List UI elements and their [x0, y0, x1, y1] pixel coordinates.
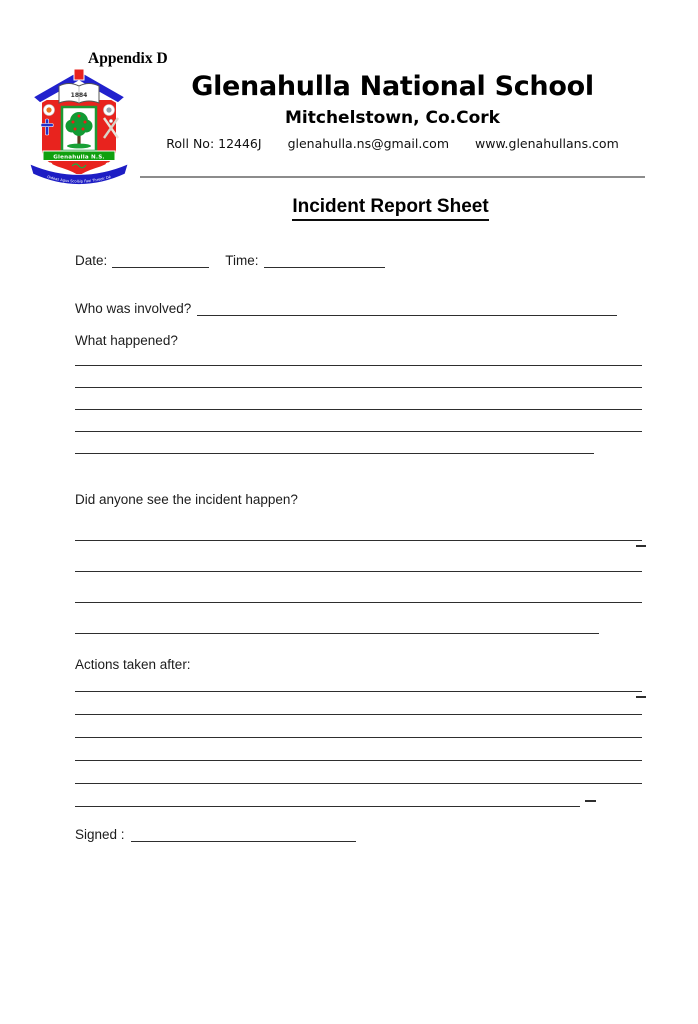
time-write-in-line: [264, 251, 385, 268]
roll-number: Roll No: 12446J: [166, 135, 262, 151]
left-medallion-glyph: [46, 107, 51, 112]
left-rivet: [47, 162, 52, 167]
write-in-line: [75, 715, 642, 738]
write-in-line: [75, 388, 642, 410]
form-body: [75, 192, 642, 842]
what-happened-label: What happened?: [75, 333, 178, 348]
who-involved-write-in-line: [197, 299, 617, 316]
chimney-shape: [74, 69, 84, 80]
who-involved-label: Who was involved?: [75, 301, 192, 316]
signed-label: Signed :: [75, 827, 125, 842]
write-in-line: [75, 603, 599, 634]
write-in-line: [75, 669, 642, 692]
witness-label: Did anyone see the incident happen?: [75, 492, 298, 507]
crest-graphic: [26, 66, 132, 192]
write-in-line: [75, 692, 642, 715]
write-in-line: [75, 761, 642, 784]
date-write-in-line: [112, 251, 209, 268]
actions-taken-lines: [75, 669, 642, 807]
header-divider: [140, 176, 645, 178]
who-involved-row: [75, 299, 642, 316]
write-in-line: [75, 510, 642, 541]
signed-write-in-line: [131, 825, 356, 842]
school-crest: [26, 66, 132, 192]
date-time-row: [75, 251, 642, 268]
appendix-label: Appendix D: [88, 50, 168, 67]
write-in-line: [75, 738, 642, 761]
right-rivet: [105, 162, 110, 167]
write-in-line: [75, 572, 642, 603]
witness-lines: [75, 510, 642, 634]
write-in-line: [75, 432, 594, 454]
write-in-line: [75, 784, 580, 807]
actions-taken-label: Actions taken after:: [75, 657, 191, 672]
school-website: www.glenahullans.com: [475, 135, 619, 151]
school-email: glenahulla.ns@gmail.com: [287, 135, 450, 151]
school-header: [135, 72, 650, 151]
write-in-line: [75, 541, 642, 572]
write-in-line: [75, 410, 642, 432]
right-medallion-glyph: [106, 107, 111, 112]
school-name: Glenahulla National School: [191, 71, 594, 102]
write-in-line: [75, 344, 642, 366]
crest-year: 1884: [70, 92, 88, 99]
crest-motto: Oideas Agus Scoláip Faoi Threoir Dé: [46, 174, 112, 184]
school-location: Mitchelstown, Co.Cork: [285, 107, 500, 128]
form-title-row: [75, 196, 642, 221]
time-label: Time:: [225, 253, 259, 268]
write-in-line: [75, 366, 642, 388]
date-label: Date:: [75, 253, 108, 268]
form-title: Incident Report Sheet: [292, 196, 488, 221]
crest-banner-text: Glenahulla N.S.: [53, 154, 105, 161]
signed-row: [75, 825, 642, 842]
what-happened-lines: [75, 344, 642, 454]
school-contact-line: [135, 136, 650, 151]
